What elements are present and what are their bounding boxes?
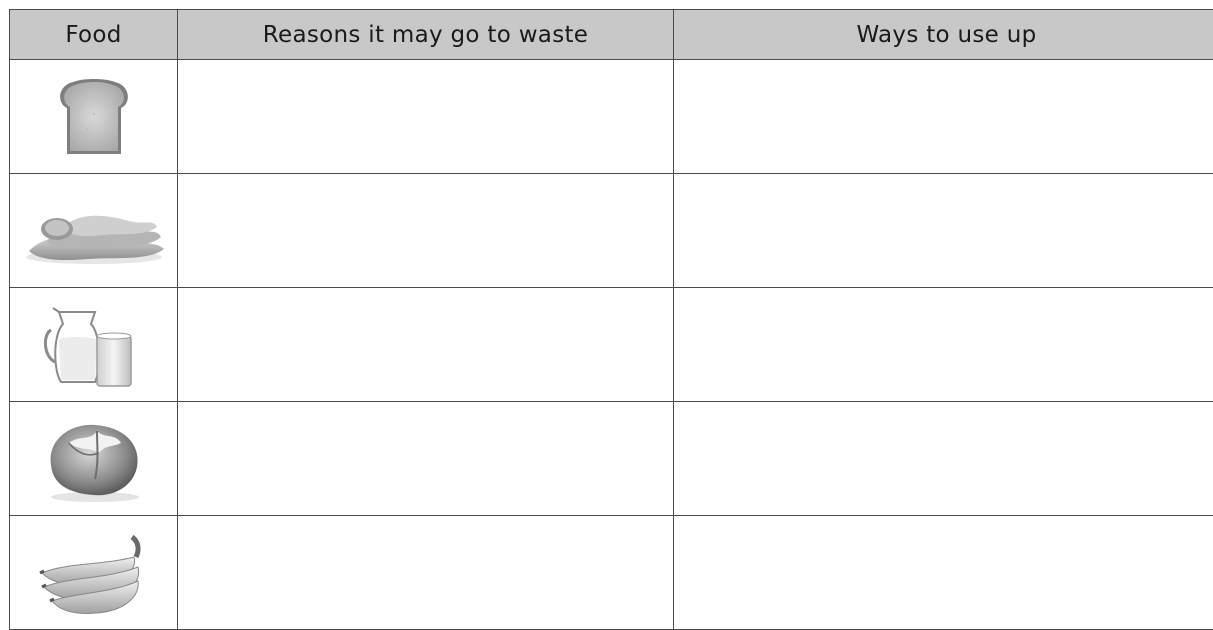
milk-jug-and-glass-icon [39,300,149,390]
food-cell [10,402,178,516]
ways-cell[interactable] [674,402,1213,516]
header-row [10,10,1213,60]
ways-cell[interactable] [674,516,1213,630]
food-cell [10,174,178,288]
reasons-cell[interactable] [178,288,674,402]
bananas-icon [34,527,154,619]
food-waste-table [9,9,1213,630]
reasons-cell[interactable] [178,516,674,630]
reasons-cell[interactable] [178,402,674,516]
header-reasons: Reasons it may go to waste [178,10,674,60]
ways-cell[interactable] [674,174,1213,288]
bread-slice-icon [49,74,139,160]
header-ways: Ways to use up [674,10,1213,60]
reasons-cell[interactable] [178,60,674,174]
ways-cell[interactable] [674,60,1213,174]
bread-roll-icon [39,413,149,505]
food-cell [10,288,178,402]
table-row [10,60,1213,174]
reasons-cell[interactable] [178,174,674,288]
table-row [10,174,1213,288]
food-cell [10,60,178,174]
table-row [10,288,1213,402]
sliced-ham-icon [19,191,169,271]
ways-cell[interactable] [674,288,1213,402]
table-row [10,402,1213,516]
header-food: Food [10,10,178,60]
table-row [10,516,1213,630]
food-cell [10,516,178,630]
